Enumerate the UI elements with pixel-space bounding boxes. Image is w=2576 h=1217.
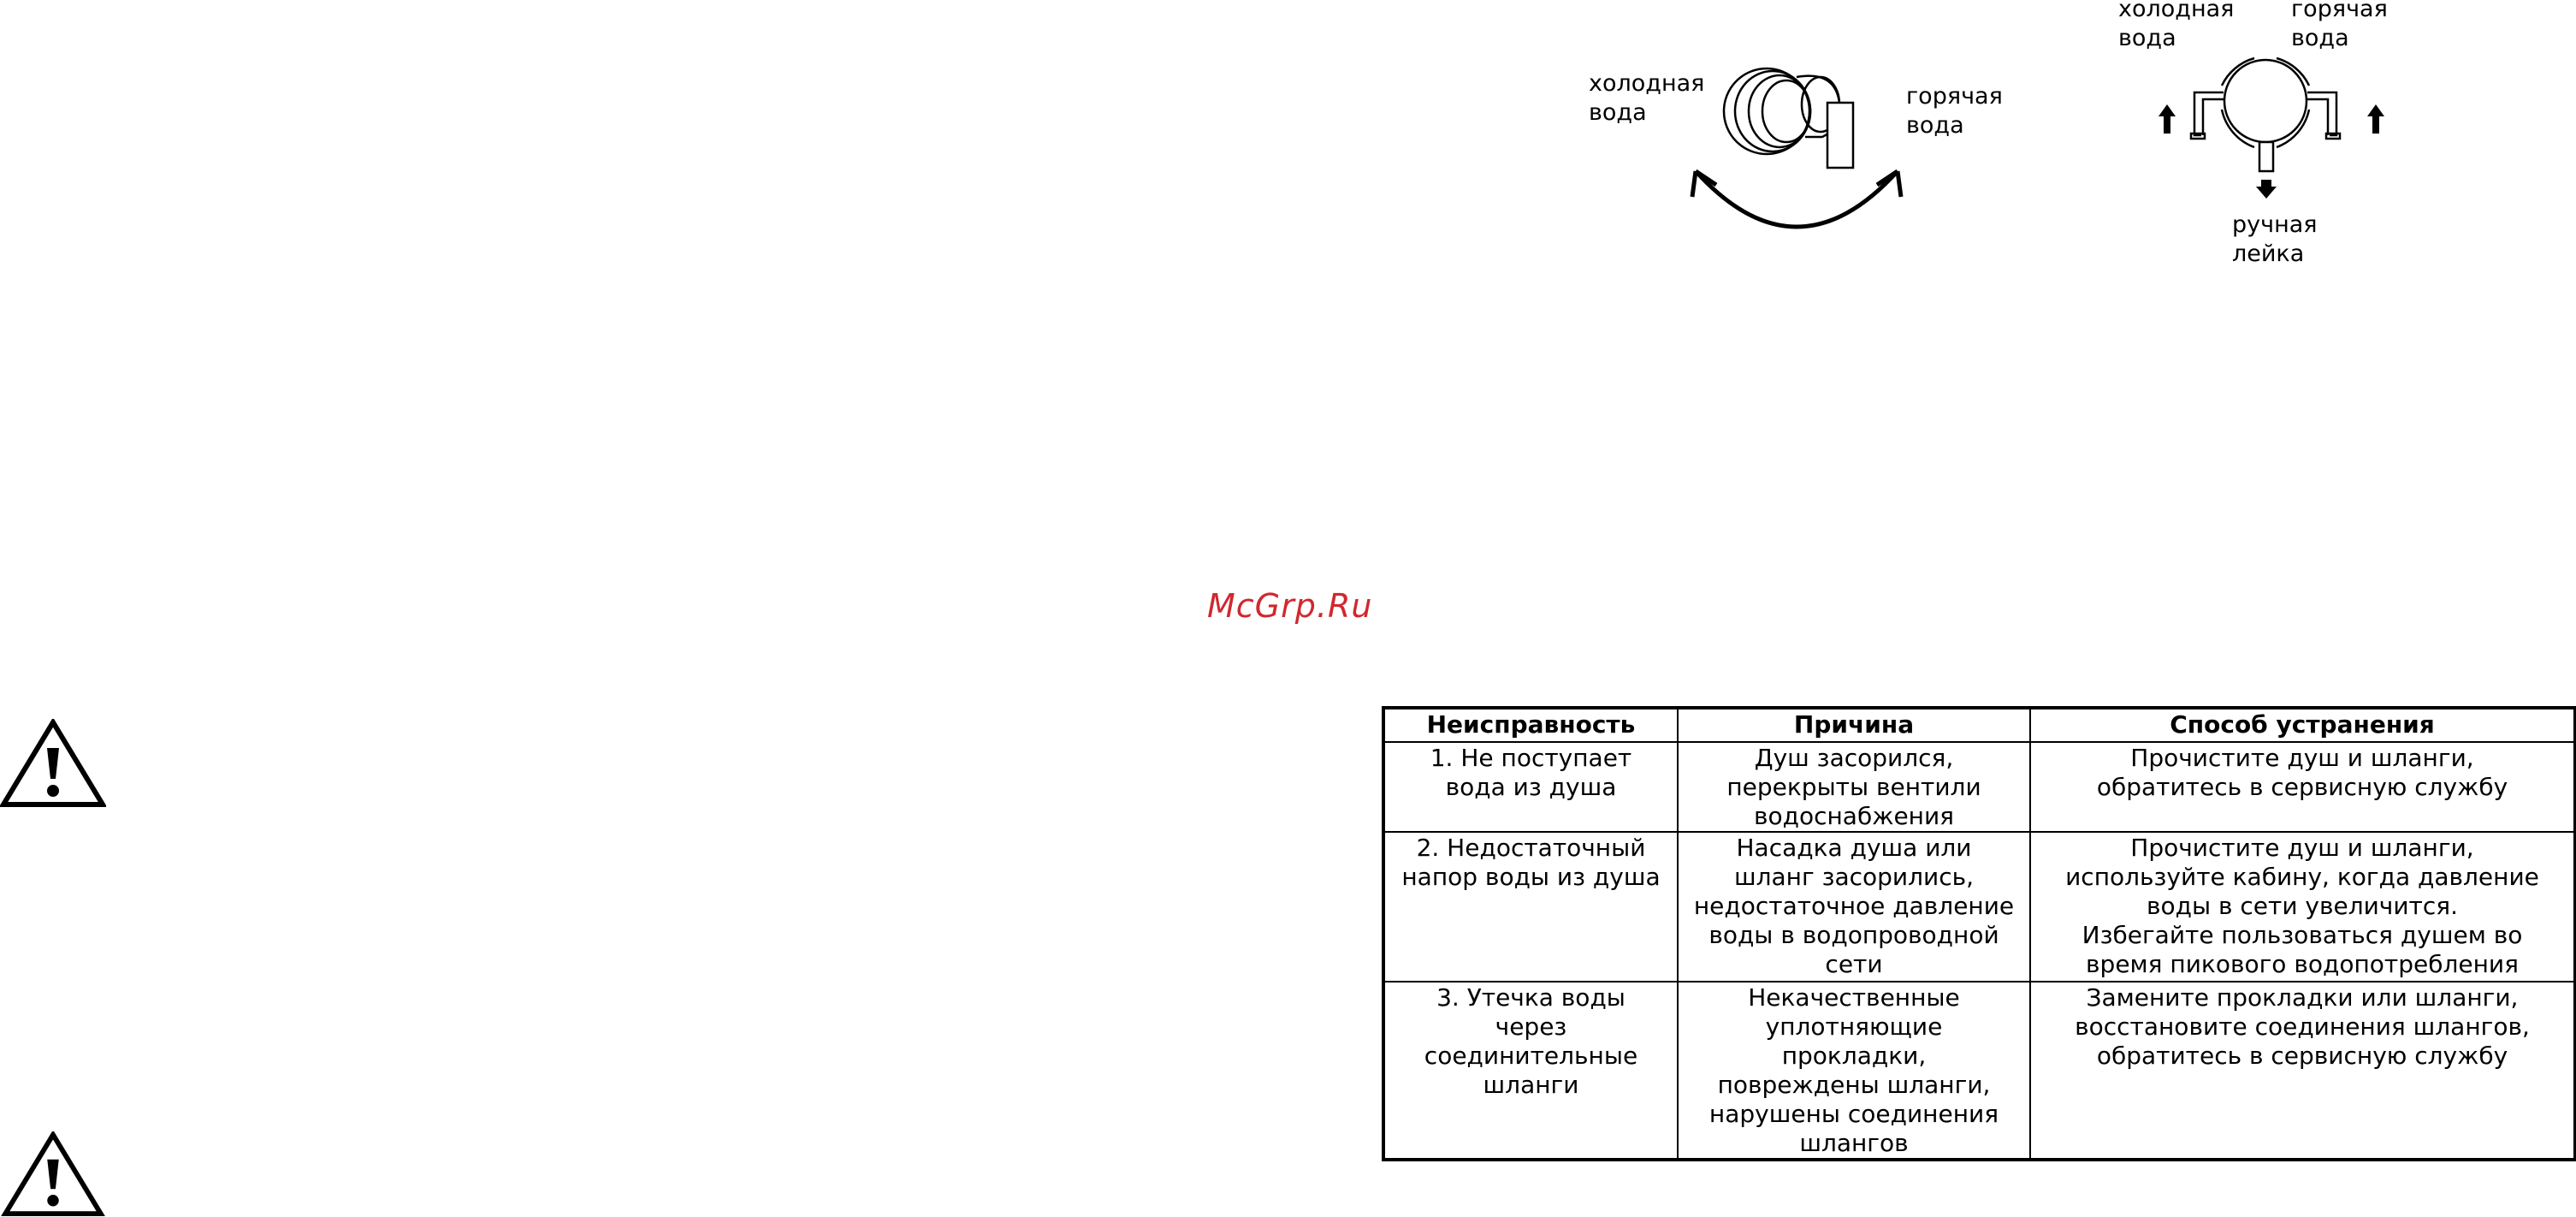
mixer-cold-label-line2: вода <box>1589 99 1647 126</box>
cell-line: время пикового водопотребления <box>2086 950 2519 978</box>
valve-cold-label-line1: холодная <box>2118 0 2235 22</box>
cell-line: 1. Не поступает <box>1430 744 1632 772</box>
cell-line: Замените прокладки или шланги, <box>2086 983 2519 1012</box>
cell-line: уплотняющие <box>1765 1012 1943 1041</box>
cause-cell <box>1678 742 2030 832</box>
cause-cell <box>1678 832 2030 982</box>
warning-triangle-icon <box>0 1131 106 1217</box>
cell-line: Насадка душа или <box>1736 834 1972 862</box>
cell-line: водоснабжения <box>1753 802 1955 830</box>
cell-line: Прочистите душ и шланги, <box>2130 834 2474 862</box>
table-row <box>1383 982 2575 1160</box>
mixer-lever-icon <box>1677 51 1925 240</box>
remedy-cell <box>2030 982 2575 1160</box>
cell-line: восстановите соединения шлангов, <box>2075 1012 2530 1041</box>
valve-hot-label-line2: вода <box>2291 25 2349 51</box>
cell-line: 2. Недостаточный <box>1416 834 1646 862</box>
valve-shower-label <box>2232 211 2318 269</box>
cell-line: Избегайте пользоваться душем во <box>2082 921 2523 949</box>
cell-line: 3. Утечка воды <box>1436 983 1626 1012</box>
cell-line: сети <box>1825 950 1883 978</box>
cell-line: используйте кабину, когда давление <box>2065 863 2539 891</box>
valve-shower-label-line2: лейка <box>2232 240 2305 267</box>
mixer-cold-label-line1: холодная <box>1589 70 1705 97</box>
header-cause: Причина <box>1678 708 2030 742</box>
troubleshooting-table <box>1382 706 2576 1161</box>
cell-line: вода из душа <box>1445 773 1617 801</box>
cell-line: соединительные <box>1424 1042 1638 1070</box>
cell-line: Некачественные <box>1748 983 1960 1012</box>
header-fault: Неисправность <box>1383 708 1678 742</box>
valve-hot-label-line1: горячая <box>2291 0 2388 22</box>
cell-line: воды в сети увеличится. <box>2146 892 2458 920</box>
cell-line: напор воды из душа <box>1401 863 1661 891</box>
mixer-hot-label-line2: вода <box>1906 112 1964 139</box>
cell-line: воды в водопроводной <box>1708 921 1999 949</box>
cell-line: перекрыты вентили <box>1726 773 1981 801</box>
mixer-hot-label-line1: горячая <box>1906 83 2003 110</box>
warning-triangle-icon <box>0 719 106 808</box>
cell-line: обратитесь в сервисную службу <box>2096 1042 2508 1070</box>
fault-cell <box>1383 982 1678 1160</box>
table-row <box>1383 742 2575 832</box>
cell-line: повреждены шланги, <box>1717 1071 1991 1099</box>
header-remedy: Способ устранения <box>2030 708 2575 742</box>
watermark-text: McGrp.Ru <box>1207 587 1373 625</box>
cell-line: Прочистите душ и шланги, <box>2130 744 2474 772</box>
cell-line: шлангов <box>1799 1129 1909 1157</box>
table-header-row <box>1383 708 2575 742</box>
cell-line: недостаточное давление <box>1693 892 2015 920</box>
cell-line: шланги <box>1483 1071 1579 1099</box>
cell-line: Душ засорился, <box>1754 744 1954 772</box>
valve-hot-label <box>2291 0 2388 53</box>
table-row <box>1383 832 2575 982</box>
remedy-cell <box>2030 742 2575 832</box>
valve-shower-label-line1: ручная <box>2232 211 2318 238</box>
cell-line: шланг засорились, <box>1733 863 1975 891</box>
cause-cell <box>1678 982 2030 1160</box>
remedy-cell <box>2030 832 2575 982</box>
valve-cold-label <box>2118 0 2234 53</box>
fault-cell <box>1383 742 1678 832</box>
cell-line: через <box>1495 1012 1567 1041</box>
cell-line: прокладки, <box>1781 1042 1927 1070</box>
fault-cell <box>1383 832 1678 982</box>
valve-cold-label-line2: вода <box>2118 25 2176 51</box>
cell-line: обратитесь в сервисную службу <box>2096 773 2508 801</box>
cell-line: нарушены соединения <box>1708 1100 1999 1128</box>
three-way-valve-icon <box>2152 51 2391 205</box>
